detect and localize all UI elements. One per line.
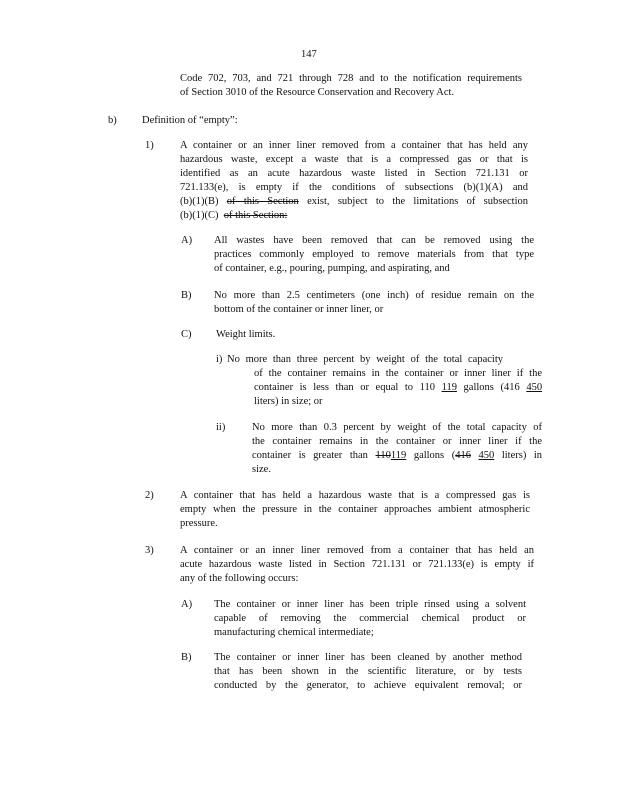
item-1c-text: Weight limits. — [216, 329, 276, 340]
text-run: container is greater than — [252, 450, 368, 461]
item-3b-line-2: that has been shown in the scientific literature, or by tests — [214, 666, 522, 677]
item-3a-paragraph — [214, 598, 526, 640]
item-1a-paragraph — [214, 234, 534, 276]
text-run: container is less than or equal to 110 — [254, 382, 435, 393]
page-number: 147 — [301, 49, 317, 60]
item-1ci-line-2: of the container remains in the container or inner liner if the — [254, 368, 542, 379]
item-3b-line-1: The container or inner liner has been cleaned by another method — [214, 652, 522, 663]
item-3b-label: B) — [181, 652, 192, 663]
item-1cii-line-2: the container remains in the container or inner liner if the — [252, 436, 542, 447]
deleted-text: of this Section — [226, 196, 299, 207]
inserted-text: 119 — [441, 382, 457, 393]
text-run: exist, subject to the limitations of subsection — [307, 196, 528, 207]
intro-paragraph — [180, 72, 522, 100]
inserted-text: 450 — [478, 450, 495, 461]
item-1a-line-1: All wastes have been removed that can be removed using the — [214, 235, 534, 246]
item-3a-label: A) — [181, 599, 193, 610]
item-3a-line-3: manufacturing chemical intermediate; — [214, 627, 374, 638]
item-1cii-line-3 — [252, 449, 542, 463]
item-2-label: 2) — [145, 490, 154, 501]
item-1ci-line-1: No more than three percent by weight of the total capacity — [227, 354, 503, 365]
item-1b-label: B) — [181, 290, 192, 301]
item-2-paragraph — [180, 489, 530, 531]
item-3b-line-3: conducted by the generator, to achieve equivalent removal; or — [214, 680, 522, 691]
deleted-text: 416 — [455, 450, 471, 461]
item-1ci-line-3 — [254, 381, 542, 395]
item-2-line-1: A container that has held a hazardous waste that is a compressed gas is — [180, 490, 530, 501]
deleted-text: 110 — [375, 450, 391, 461]
deleted-text: of this Section: — [223, 210, 288, 221]
text-run: (b)(1)(C) — [180, 210, 219, 221]
inserted-text: 450 — [526, 382, 542, 393]
item-1a-label: A) — [181, 235, 193, 246]
item-2-line-2: empty when the pressure in the container approaches ambient atmospheric — [180, 504, 530, 515]
text-run: liters) in — [501, 450, 542, 461]
item-1cii-paragraph — [252, 421, 542, 477]
item-3-paragraph — [180, 544, 534, 586]
text-run: (b)(1)(B) — [180, 196, 219, 207]
text-run: gallons ( — [413, 450, 456, 461]
item-1-line-2: hazardous waste, except a waste that is a compressed gas or that is — [180, 154, 528, 165]
item-3-label: 3) — [145, 545, 154, 556]
item-3-line-2: acute hazardous waste listed in Section 721.131 or 721.133(e) is empty if — [180, 559, 534, 570]
item-3a-line-2: capable of removing the commercial chemical product or — [214, 613, 526, 624]
section-b-label: b) — [108, 115, 117, 126]
item-1-line-1: A container or an inner liner removed from a container that has held any — [180, 140, 528, 151]
intro-line-2: of Section 3010 of the Resource Conservation and Recovery Act. — [180, 87, 455, 98]
inserted-text: 119 — [390, 450, 407, 461]
item-1ci-label: i) — [216, 354, 223, 365]
section-b-heading: Definition of “empty”: — [142, 115, 238, 126]
item-1a-line-2: practices commonly employed to remove materials from that type — [214, 249, 534, 260]
item-1ci-line-4: liters) in size; or — [254, 396, 323, 407]
item-1cii-line-4: size. — [252, 464, 271, 475]
item-1cii-line-1: No more than 0.3 percent by weight of the total capacity of — [252, 422, 542, 433]
item-3-line-3: any of the following occurs: — [180, 573, 299, 584]
text-run: gallons (416 — [463, 382, 520, 393]
item-3-line-1: A container or an inner liner removed from a container that has held an — [180, 545, 534, 556]
item-3a-line-1: The container or inner liner has been triple rinsed using a solvent — [214, 599, 526, 610]
intro-line-1: Code 702, 703, and 721 through 728 and to the notification requirements — [180, 73, 522, 84]
item-3b-paragraph — [214, 651, 522, 693]
item-1b-paragraph — [214, 289, 534, 317]
item-1-label: 1) — [145, 140, 154, 151]
item-1b-line-2: bottom of the container or inner liner, or — [214, 304, 384, 315]
item-2-line-3: pressure. — [180, 518, 218, 529]
item-1cii-label: ii) — [216, 422, 226, 433]
item-1c-label: C) — [181, 329, 192, 340]
item-1-line-5 — [180, 195, 528, 209]
item-1ci-rest — [254, 367, 542, 409]
item-1-line-4: 721.133(e), is empty if the conditions of subsections (b)(1)(A) and — [180, 182, 528, 193]
item-1b-line-1: No more than 2.5 centimeters (one inch) of residue remain on the — [214, 290, 534, 301]
item-1-line-3: identified as an acute hazardous waste listed in Section 721.131 or — [180, 168, 528, 179]
item-1-paragraph — [180, 139, 528, 223]
item-1-line-6 — [180, 209, 528, 223]
item-1a-line-3: of container, e.g., pouring, pumping, and aspirating, and — [214, 263, 450, 274]
